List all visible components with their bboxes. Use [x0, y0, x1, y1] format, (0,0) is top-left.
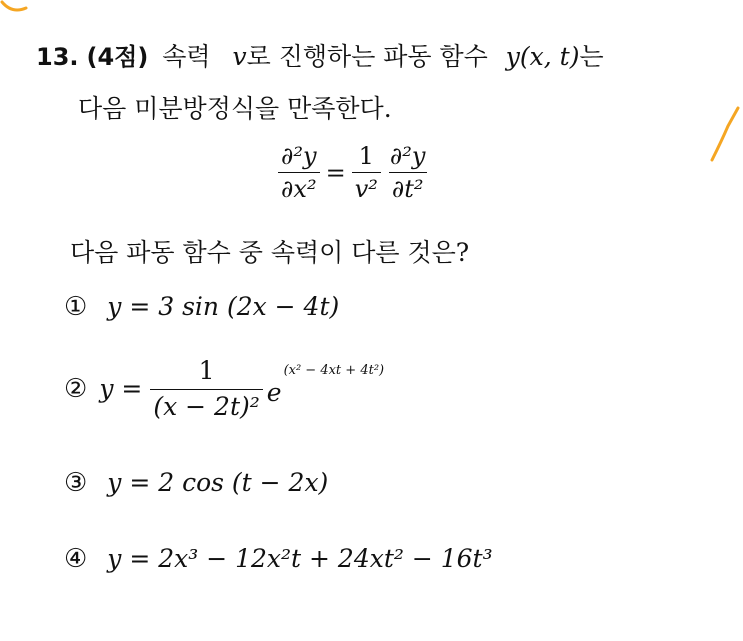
- question-prompt: [70, 240, 469, 265]
- question-points: (4점): [86, 43, 149, 71]
- rhs-fraction: [387, 144, 429, 201]
- option-2-marker: ②: [64, 373, 88, 404]
- lhs-numerator: ∂²y: [281, 142, 317, 170]
- lhs-fraction: [278, 144, 320, 201]
- question-stem-line-1: [36, 44, 604, 69]
- option-1[interactable]: [64, 294, 339, 320]
- option-3-expression: y = 2 cos (t − 2x): [107, 468, 329, 497]
- stem-text-a: 속력: [162, 42, 211, 71]
- stem-text-b: 로 진행하는 파동 함수: [246, 42, 488, 71]
- question-stem-line-2: [78, 96, 392, 121]
- option-4-expression: y = 2x³ − 12x²t + 24xt² − 16t³: [107, 544, 493, 573]
- prompt-text: 다음 파동 함수 중 속력이 다른 것은?: [70, 238, 470, 267]
- coefficient-fraction: [352, 144, 381, 201]
- lhs-denominator: ∂x²: [278, 172, 320, 201]
- coef-numerator: 1: [358, 142, 374, 170]
- option-3[interactable]: [64, 470, 328, 496]
- stem-text-c: 는: [579, 42, 604, 71]
- rhs-numerator: ∂²y: [389, 142, 426, 170]
- equals-sign: =: [325, 158, 346, 187]
- option-4[interactable]: [64, 546, 493, 572]
- option-2-exp-base: e: [266, 378, 282, 407]
- option-3-marker: ③: [64, 468, 88, 498]
- stem-text-line-2: 다음 미분방정식을 만족한다.: [78, 94, 392, 123]
- option-2-denominator: (x − 2t)²: [150, 389, 262, 419]
- question-number: 13.: [36, 43, 79, 71]
- option-2-exponent: (x² − 4xt + 4t²): [283, 363, 385, 378]
- option-4-marker: ④: [64, 544, 88, 574]
- option-2-numerator: 1: [198, 356, 215, 385]
- coef-denominator: v²: [352, 172, 381, 201]
- rhs-denominator: ∂t²: [389, 172, 427, 201]
- orange-pen-mark-right: [700, 100, 743, 170]
- wave-function-symbol: y(x, t): [505, 42, 580, 71]
- option-2-fraction: [150, 358, 262, 419]
- orange-pen-mark-top-left: [0, 0, 40, 20]
- option-2[interactable]: [64, 358, 384, 419]
- wave-equation: [278, 144, 428, 201]
- option-2-lhs: y =: [99, 374, 143, 403]
- speed-symbol: v: [232, 42, 247, 71]
- option-1-expression: y = 3 sin (2x − 4t): [107, 292, 340, 321]
- option-1-marker: ①: [64, 292, 88, 322]
